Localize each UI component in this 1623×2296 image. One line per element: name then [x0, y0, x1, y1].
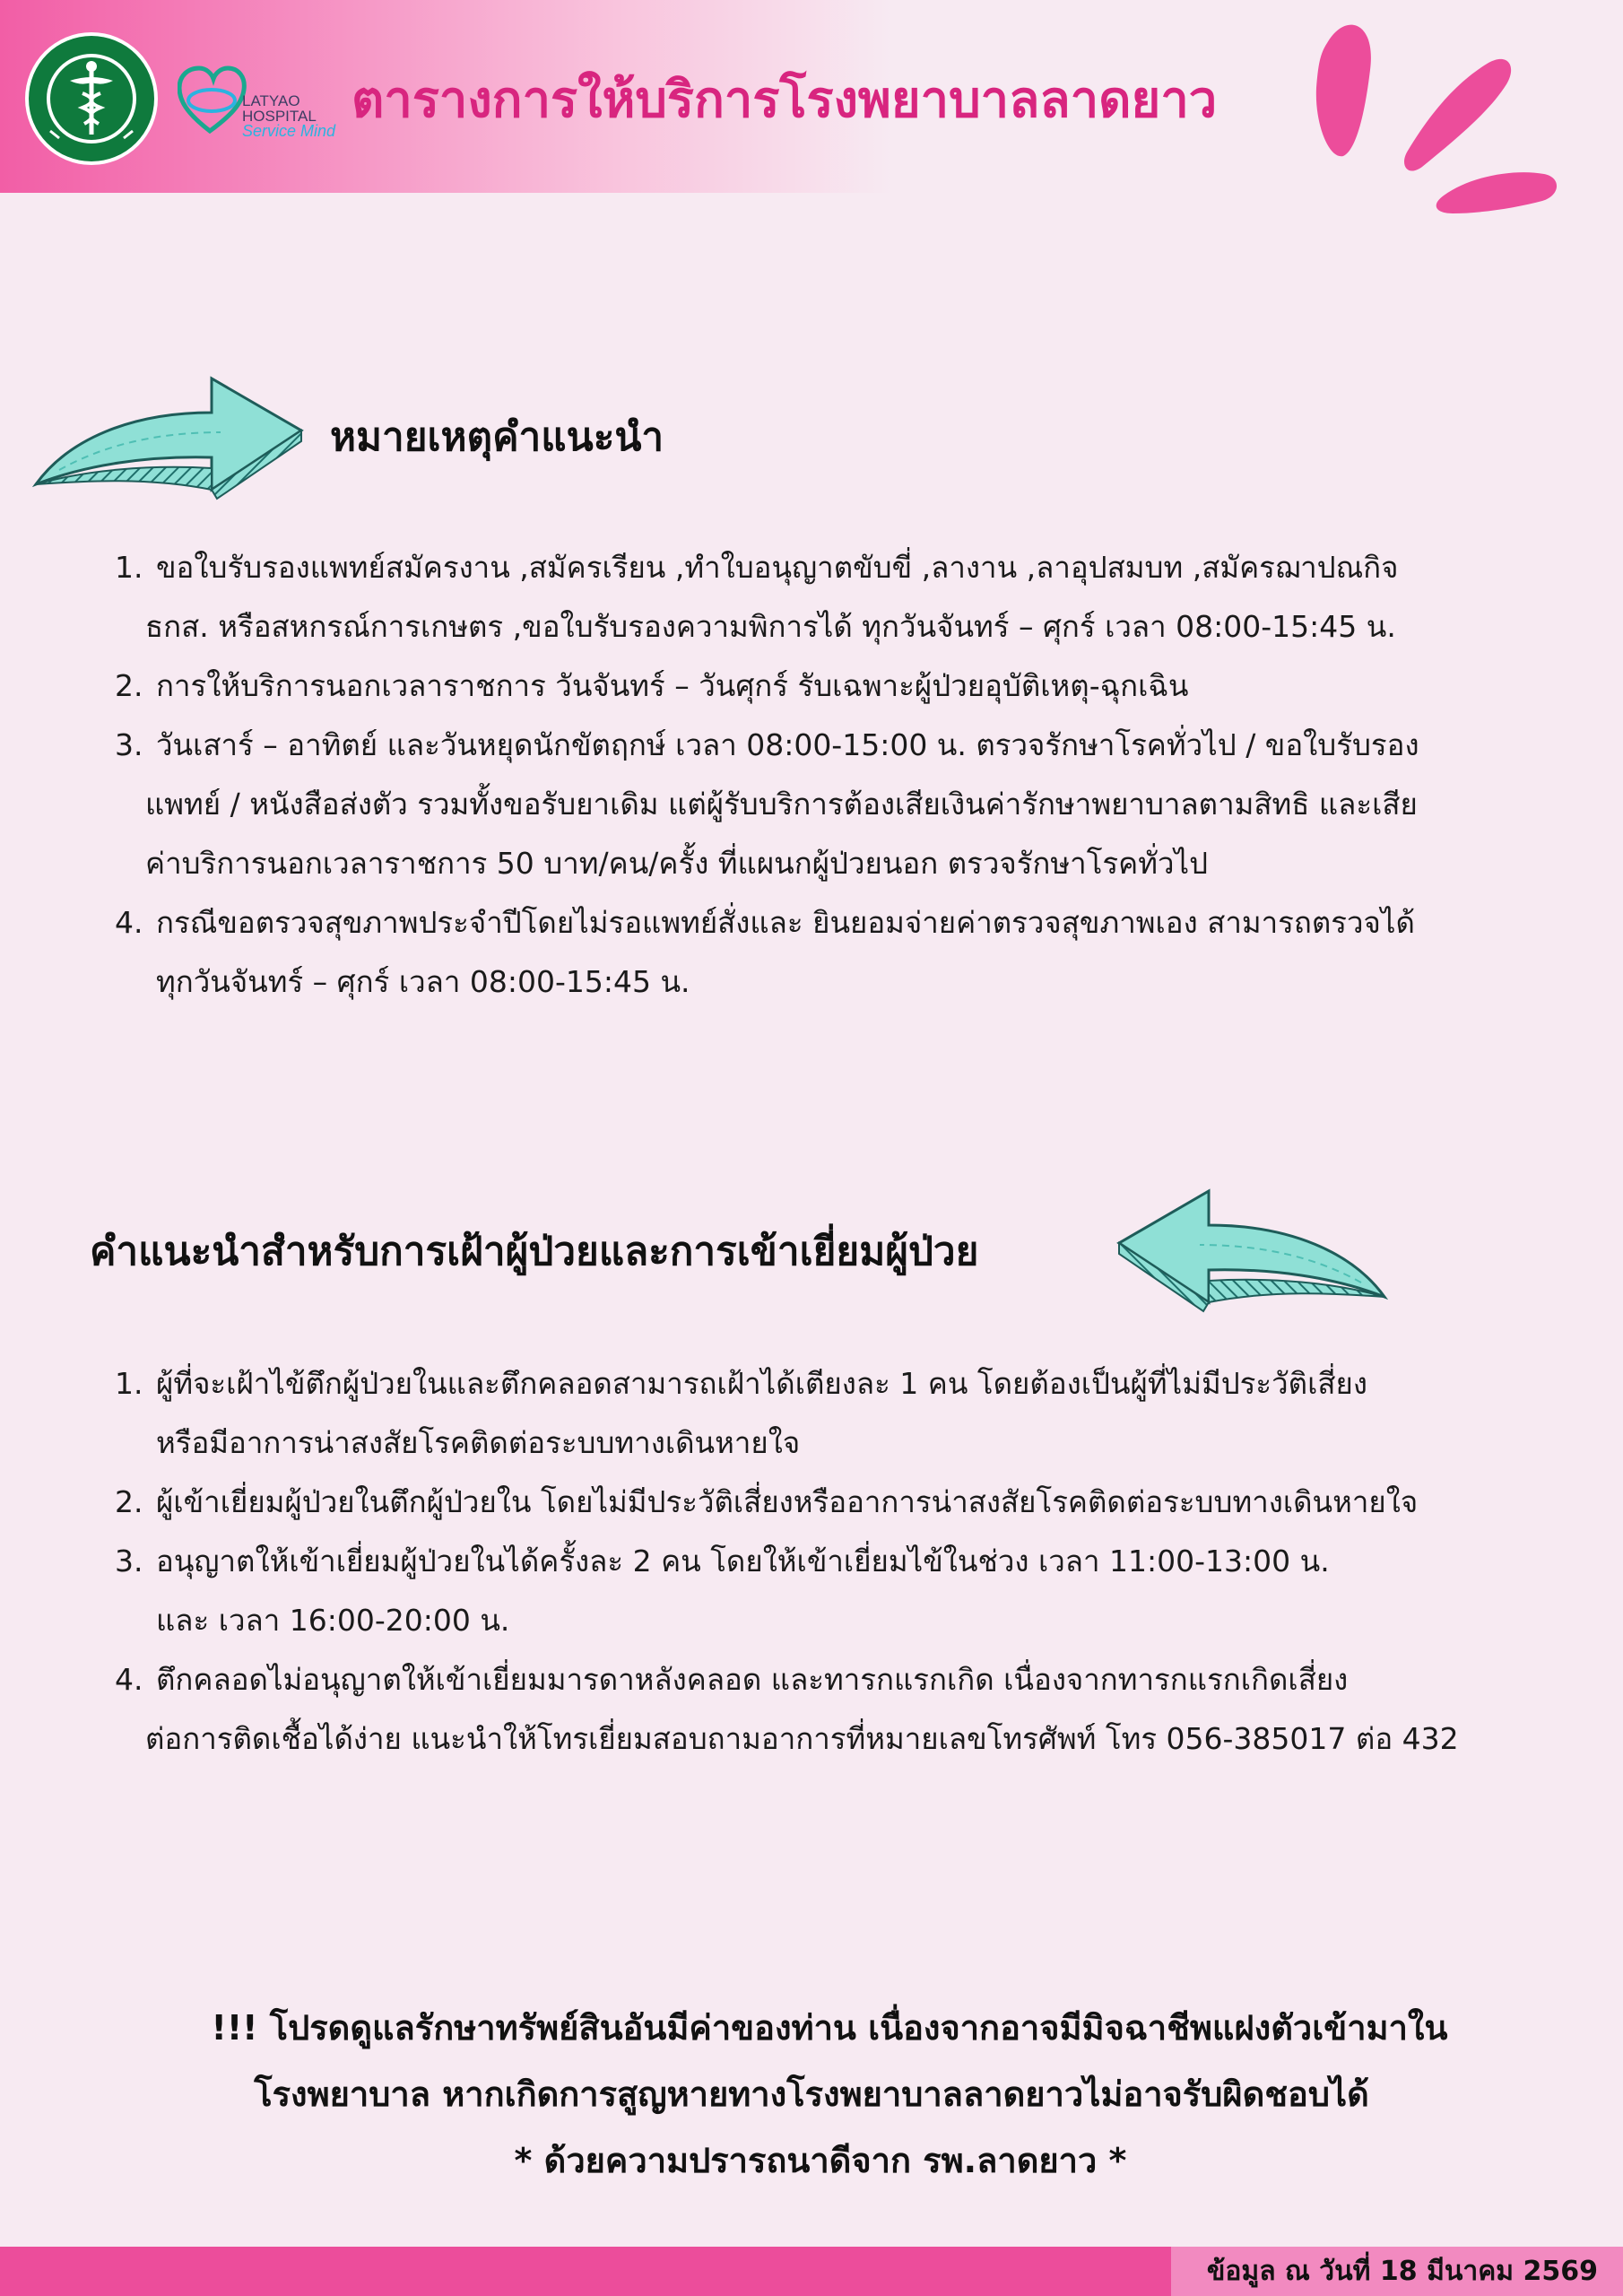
list-number: 3. — [115, 1544, 143, 1578]
remarks-list — [115, 538, 1549, 1012]
list-item — [115, 1354, 1549, 1473]
list-text: กรณีขอตรวจสุขภาพประจำปีโดยไม่รอแพทย์สั่งและ ยินยอมจ่ายค่าตรวจสุขภาพเอง สามารถตรวจได้ — [156, 905, 1415, 940]
latyao-slogan: Service Mind — [242, 122, 336, 140]
latyao-name: LATYAO — [242, 92, 300, 109]
footer-date: ข้อมูล ณ วันที่ 18 มีนาคม 2569 — [1171, 2247, 1623, 2296]
list-item — [115, 893, 1549, 1012]
list-number: 4. — [115, 905, 143, 940]
notice-signoff: * ด้วยความปรารถนาดีจาก รพ.ลาดยาว * — [514, 2141, 1127, 2180]
latyao-hospital-word: HOSPITAL — [242, 108, 317, 125]
list-item — [115, 538, 1549, 657]
list-item — [115, 1473, 1549, 1532]
list-number: 1. — [115, 550, 143, 585]
list-text: ผู้เข้าเยี่ยมผู้ป่วยในตึกผู้ป่วยใน โดยไม่มีประวัติเสี่ยงหรืออาการน่าสงสัยโรคติดต่อระบบทางเดินหายใจ — [156, 1484, 1419, 1519]
list-number: 4. — [115, 1662, 143, 1697]
list-number: 2. — [115, 1484, 143, 1519]
decorative-splash-icon — [1309, 16, 1569, 224]
list-text: และ เวลา 16:00-20:00 น. — [156, 1603, 510, 1638]
list-item — [115, 1650, 1549, 1769]
latyao-logo-text — [242, 93, 335, 139]
list-text: ต่อการติดเชื้อได้ง่าย แนะนำให้โทรเยี่ยมสอบถามอาการที่หมายเลขโทรศัพท์ โทร 056-385017 ต่อ 432 — [145, 1721, 1459, 1756]
section-title-visiting: คำแนะนำสำหรับการเฝ้าผู้ป่วยและการเข้าเยี่ยมผู้ป่วย — [90, 1229, 979, 1274]
list-text: อนุญาตให้เข้าเยี่ยมผู้ป่วยในได้ครั้งละ 2 คน โดยให้เข้าเยี่ยมไข้ในช่วง เวลา 11:00-13:00 น. — [156, 1544, 1330, 1578]
page-title: ตารางการให้บริการโรงพยาบาลลาดยาว — [352, 71, 1218, 129]
list-text: การให้บริการนอกเวลาราชการ วันจันทร์ – วันศุกร์ รับเฉพาะผู้ป่วยอุบัติเหตุ-ฉุกเฉิน — [156, 668, 1189, 703]
list-text: วันเสาร์ – อาทิตย์ และวันหยุดนักขัตฤกษ์ เวลา 08:00-15:00 น. ตรวจรักษาโรคทั่วไป / ขอใบรับรอง — [156, 727, 1419, 762]
list-item — [115, 1532, 1549, 1650]
list-text: ธกส. หรือสหกรณ์การเกษตร ,ขอใบรับรองความพิการได้ ทุกวันจันทร์ – ศุกร์ เวลา 08:00-15:45 น. — [145, 609, 1396, 644]
arrow-right-icon — [32, 359, 310, 511]
section-title-remarks: หมายเหตุคำแนะนำ — [330, 414, 664, 460]
list-item — [115, 716, 1549, 893]
list-item — [115, 657, 1549, 716]
list-text: ผู้ที่จะเฝ้าไข้ตึกผู้ป่วยในและตึกคลอดสามารถเฝ้าได้เตียงละ 1 คน โดยต้องเป็นผู้ที่ไม่มีประวัติเสี่ยง — [156, 1366, 1367, 1401]
moph-logo — [23, 30, 160, 167]
arrow-left-icon — [1110, 1171, 1388, 1324]
list-number: 3. — [115, 727, 143, 762]
visiting-list — [115, 1354, 1549, 1769]
list-text: ทุกวันจันทร์ – ศุกร์ เวลา 08:00-15:45 น. — [156, 964, 690, 999]
list-text: หรือมีอาการน่าสงสัยโรคติดต่อระบบทางเดินหายใจ — [156, 1425, 801, 1460]
list-number: 1. — [115, 1366, 143, 1401]
notice-line: !!! โปรดดูแลรักษาทรัพย์สินอันมีค่าของท่าน เนื่องจากอาจมีมิจฉาชีพแฝงตัวเข้ามาใน — [211, 2008, 1448, 2048]
list-number: 2. — [115, 668, 143, 703]
list-text: แพทย์ / หนังสือส่งตัว รวมทั้งขอรับยาเดิม แต่ผู้รับบริการต้องเสียเงินค่ารักษาพยาบาลตามสิทธิ และเสีย — [145, 787, 1418, 822]
notice-line: โรงพยาบาล หากเกิดการสูญหายทางโรงพยาบาลลาดยาวไม่อาจรับผิดชอบได้ — [254, 2074, 1369, 2114]
list-text: ตึกคลอดไม่อนุญาตให้เข้าเยี่ยมมารดาหลังคลอด และทารกแรกเกิด เนื่องจากทารกแรกเกิดเสี่ยง — [156, 1662, 1349, 1697]
list-text: ขอใบรับรองแพทย์สมัครงาน ,สมัครเรียน ,ทำใบอนุญาตขับขี่ ,ลางาน ,ลาอุปสมบท ,สมัครฌาปณกิจ — [156, 550, 1399, 585]
list-text: ค่าบริการนอกเวลาราชการ 50 บาท/คน/ครั้ง ที่แผนกผู้ป่วยนอก ตรวจรักษาโรคทั่วไป — [145, 846, 1209, 881]
valuables-notice — [0, 1995, 1623, 2194]
